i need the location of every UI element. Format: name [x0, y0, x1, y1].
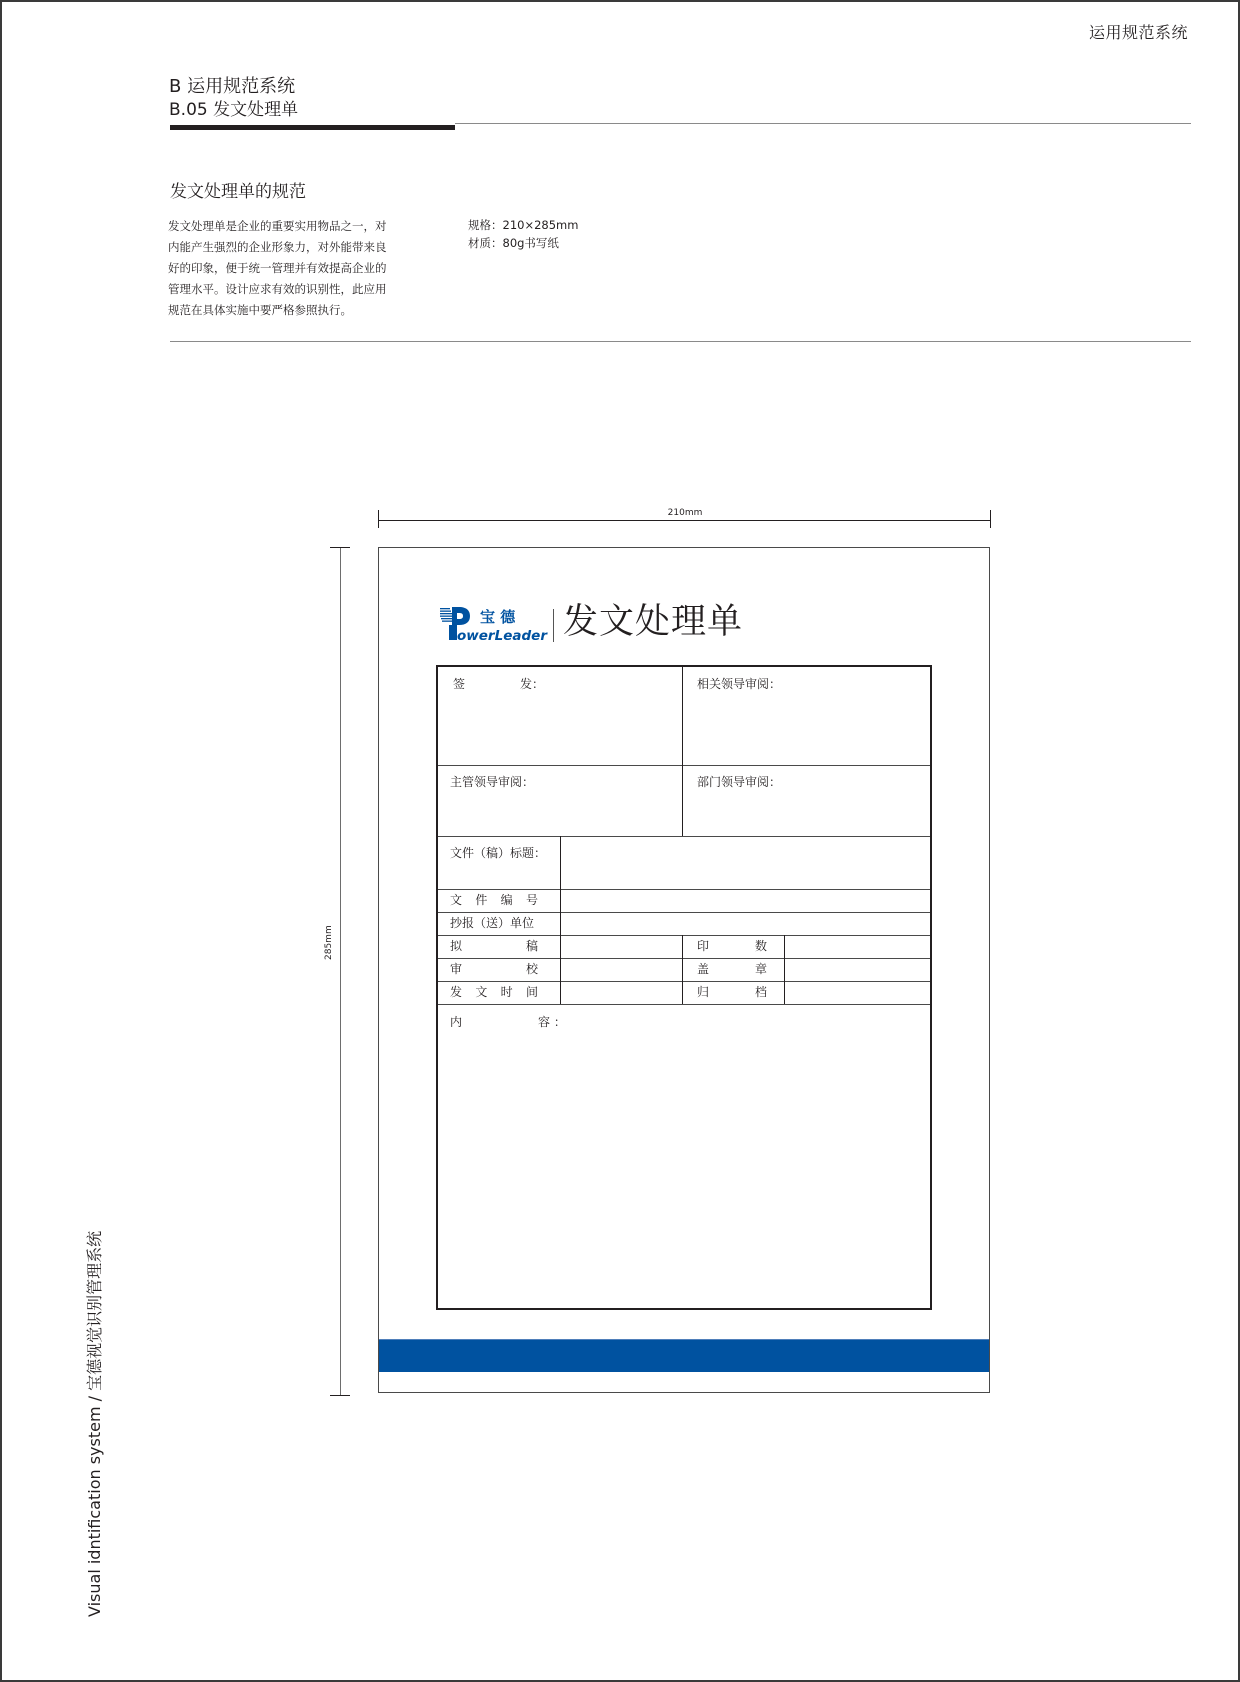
running-head: 运用规范系统 — [1088, 23, 1188, 42]
label-print-count — [697, 939, 767, 953]
width-dimension-line — [378, 520, 991, 521]
row-line — [438, 981, 930, 982]
char: 文 — [475, 985, 488, 999]
label-content: 内 — [450, 1015, 463, 1029]
svg-text:宝 德: 宝 德 — [480, 608, 516, 626]
char: 章 — [754, 962, 767, 976]
char: 时 — [500, 985, 513, 999]
row-line — [438, 889, 930, 890]
char: 件 — [475, 893, 488, 907]
intro-line: 管理水平。设计应求有效的识别性，此应用 — [168, 282, 387, 296]
label-draft — [450, 939, 538, 953]
spec-size: 规格：210×285mm — [468, 218, 579, 232]
label-doc-number — [450, 893, 538, 907]
label-content-colon: 容 ： — [538, 1015, 566, 1029]
col-line-label — [560, 836, 561, 1004]
width-dimension-tick-right — [990, 510, 991, 528]
title-underline-thin — [455, 123, 1191, 124]
label-sign: 签 — [453, 677, 466, 691]
label-doc-title: 文件（稿）标题： — [450, 846, 547, 860]
section-divider — [170, 341, 1191, 342]
label-seal — [697, 962, 767, 976]
char: 盖 — [697, 962, 710, 976]
svg-text:owerLeader: owerLeader — [457, 628, 547, 644]
row-line — [438, 958, 930, 959]
char: 归 — [697, 985, 710, 999]
row-line — [438, 935, 930, 936]
char: 校 — [525, 962, 538, 976]
spec-material: 材质：80g书写纸 — [468, 236, 559, 250]
intro-body — [168, 216, 413, 321]
specs — [468, 216, 578, 252]
char: 数 — [754, 939, 767, 953]
row-line — [438, 836, 930, 837]
char: 发 — [450, 985, 463, 999]
intro-title: 发文处理单的规范 — [170, 182, 306, 202]
logo-divider — [553, 609, 554, 642]
intro-line: 内能产生强烈的企业形象力，对外能带来良 — [168, 240, 387, 254]
char: 审 — [450, 962, 463, 976]
char: 编 — [500, 893, 513, 907]
title-underline-thick — [170, 125, 455, 130]
intro-line: 规范在具体实施中要严格参照执行。 — [168, 303, 352, 317]
char: 文 — [450, 893, 463, 907]
label-related-review: 相关领导审阅： — [697, 677, 782, 691]
col-line-mid-top — [682, 667, 683, 836]
height-dimension-tick-bottom — [330, 1395, 350, 1396]
subsection-title: B.05 发文处理单 — [169, 100, 299, 120]
row-line — [438, 912, 930, 913]
form-title: 发文处理单 — [563, 602, 744, 642]
width-dimension-tick-left — [378, 510, 379, 528]
row-line — [438, 765, 930, 766]
height-dimension-line — [340, 548, 341, 1395]
label-issue-time — [450, 985, 538, 999]
intro-line: 好的印象，便于统一管理并有效提高企业的 — [168, 261, 387, 275]
col-line-right-label — [784, 935, 785, 1004]
col-line-mid-bottom — [682, 935, 683, 1004]
char: 号 — [525, 893, 538, 907]
char: 印 — [697, 939, 710, 953]
label-archive — [697, 985, 767, 999]
char: 间 — [525, 985, 538, 999]
char: 拟 — [450, 939, 463, 953]
section-title: B 运用规范系统 — [169, 76, 296, 97]
form-table — [436, 665, 932, 1310]
char: 稿 — [525, 939, 538, 953]
row-line — [438, 1004, 930, 1005]
label-proofread — [450, 962, 538, 976]
label-cc-unit: 抄报（送）单位 — [450, 916, 535, 930]
label-sign-issue: 发： — [520, 677, 545, 691]
height-dimension-label: 285mm — [324, 925, 334, 960]
width-dimension-label: 210mm — [667, 508, 703, 518]
side-vertical-caption: Visual idntification system / 宝德视觉识别管理系统 — [85, 1230, 104, 1617]
footer-blue-band — [379, 1339, 989, 1372]
intro-line: 发文处理单是企业的重要实用物品之一，对 — [168, 219, 387, 233]
label-dept-review: 部门领导审阅： — [697, 775, 782, 789]
char: 档 — [754, 985, 767, 999]
powerleader-logo-icon — [440, 604, 548, 644]
label-chief-review: 主管领导审阅： — [450, 775, 535, 789]
